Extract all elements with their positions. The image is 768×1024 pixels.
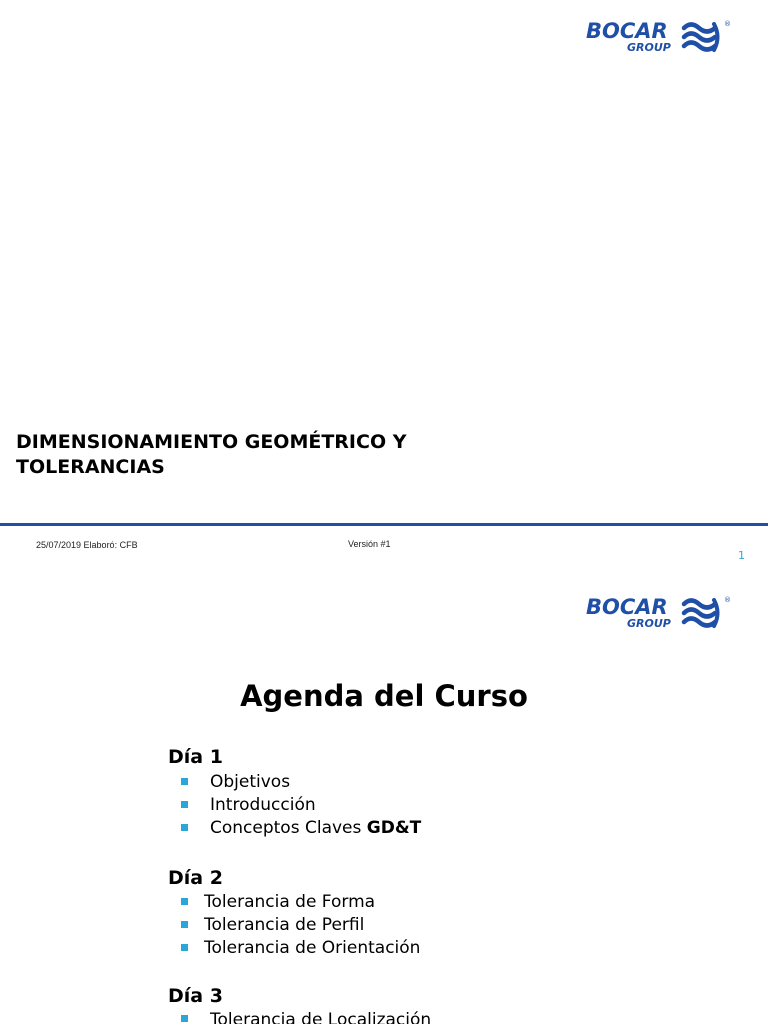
logo-wave-icon	[681, 20, 721, 54]
bullet-icon	[181, 778, 188, 785]
bullet-icon	[181, 944, 188, 951]
agenda-item: Tolerancia de Orientación	[204, 938, 421, 958]
agenda-item-text: Conceptos Claves	[210, 818, 367, 838]
bullet-icon	[181, 921, 188, 928]
bocar-group-logo	[585, 18, 735, 62]
agenda-item: Introducción	[210, 795, 316, 815]
agenda-item: Tolerancia de Perfil	[204, 915, 365, 935]
agenda-item	[210, 817, 421, 839]
agenda-title: Agenda del Curso	[240, 679, 528, 713]
agenda-item: Objetivos	[210, 772, 291, 792]
logo-subtitle: GROUP	[627, 41, 671, 54]
cover-title: DIMENSIONAMIENTO GEOMÉTRICO Y TOLERANCIAS	[16, 431, 407, 478]
bocar-group-logo	[585, 594, 735, 638]
agenda-item-emphasis: GD&T	[366, 818, 422, 838]
agenda-item: Tolerancia de Forma	[204, 892, 376, 912]
page-number: 1	[738, 549, 745, 562]
footer-date-author: 25/07/2019 Elaboró: CFB	[36, 540, 138, 550]
day-2-heading: Día 2	[168, 867, 223, 889]
logo-subtitle: GROUP	[627, 617, 671, 630]
logo-wave-icon	[681, 596, 721, 630]
bullet-icon	[181, 1015, 188, 1022]
day-3-heading: Día 3	[168, 985, 223, 1007]
bullet-icon	[181, 824, 188, 831]
footer-divider	[0, 523, 768, 526]
registered-mark: ®	[724, 20, 731, 28]
bullet-icon	[181, 898, 188, 905]
bullet-icon	[181, 801, 188, 808]
agenda-slide	[0, 576, 768, 1024]
day-1-heading: Día 1	[168, 746, 223, 768]
logo-wordmark: BOCAR	[586, 595, 668, 619]
agenda-item: Tolerancia de Localización	[210, 1010, 432, 1024]
footer-version: Versión #1	[348, 539, 391, 549]
registered-mark: ®	[724, 596, 731, 604]
logo-wordmark: BOCAR	[586, 19, 668, 43]
